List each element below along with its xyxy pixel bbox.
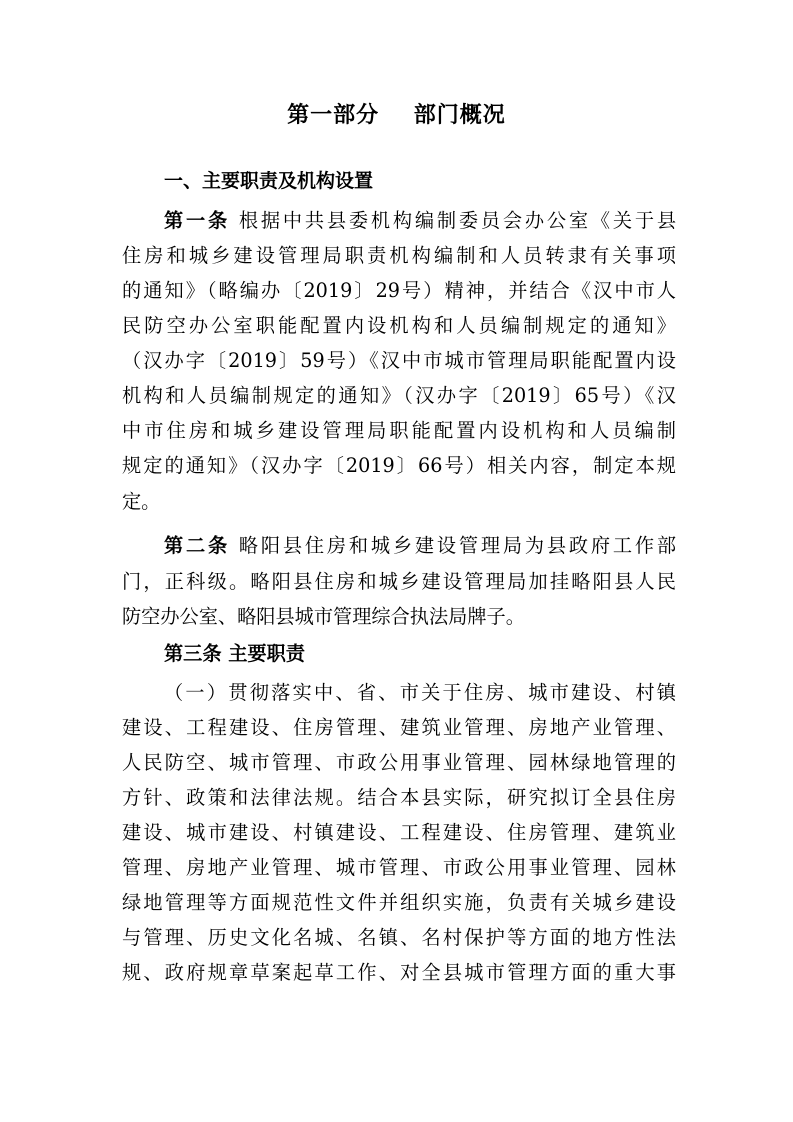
paragraph-line: 防空办公室、略阳县城市管理综合执法局牌子。 (122, 605, 525, 628)
paragraph-line: 建设、工程建设、住房管理、建筑业管理、房地产业管理、 (122, 716, 676, 739)
paragraph-line: 方针、政策和法律法规。结合本县实际，研究拟订全县住房 (122, 786, 676, 809)
paragraph-line: 建设、城市建设、村镇建设、工程建设、住房管理、建筑业 (122, 821, 676, 844)
article-1-line-1 (164, 205, 676, 237)
paragraph-line: 规、政府规章草案起草工作、对全县城市管理方面的重大事 (122, 961, 676, 984)
paragraph-line: 规定的通知》（汉办字〔2019〕66号）相关内容，制定本规 (122, 454, 676, 477)
paragraph-line: 中市住房和城乡建设管理局职能配置内设机构和人员编制 (122, 419, 676, 442)
paragraph-line: 管理、房地产业管理、城市管理、市政公用事业管理、园林 (122, 856, 676, 879)
paragraph-line: 人民防空、城市管理、市政公用事业管理、园林绿地管理的 (122, 751, 676, 774)
article-1-lead: 第一条 (164, 209, 230, 232)
paragraph-line: （一）贯彻落实中、省、市关于住房、城市建设、村镇 (164, 681, 676, 704)
paragraph-line: 定。 (122, 490, 161, 513)
section-heading: 一、主要职责及机构设置 (164, 170, 374, 192)
paragraph-line: 与管理、历史文化名城、名镇、名村保护等方面的地方性法 (122, 926, 676, 949)
paragraph-line: 绿地管理等方面规范性文件并组织实施，负责有关城乡建设 (122, 891, 676, 914)
page-title: 第一部分 部门概况 (287, 103, 506, 128)
article-1-text: 根据中共县委机构编制委员会办公室《关于县 (230, 209, 677, 232)
paragraph-line: 的通知》（略编办〔2019〕29号）精神，并结合《汉中市人 (122, 279, 676, 302)
paragraph-line: 机构和人员编制规定的通知》（汉办字〔2019〕65号）《汉 (122, 384, 676, 407)
paragraph-line: 门，正科级。略阳县住房和城乡建设管理局加挂略阳县人民 (122, 570, 676, 593)
paragraph-line: 民防空办公室职能配置内设机构和人员编制规定的通知》 (122, 314, 676, 337)
paragraph-line: 住房和城乡建设管理局职责机构编制和人员转隶有关事项 (122, 244, 676, 267)
paragraph-line: （汉办字〔2019〕59号）《汉中市城市管理局职能配置内设 (122, 349, 676, 372)
article-2-lead: 第二条 (164, 534, 230, 557)
article-2-text: 略阳县住房和城乡建设管理局为县政府工作部 (230, 534, 677, 557)
article-2-line-1 (164, 530, 676, 562)
article-3-heading: 第三条 主要职责 (164, 642, 305, 665)
